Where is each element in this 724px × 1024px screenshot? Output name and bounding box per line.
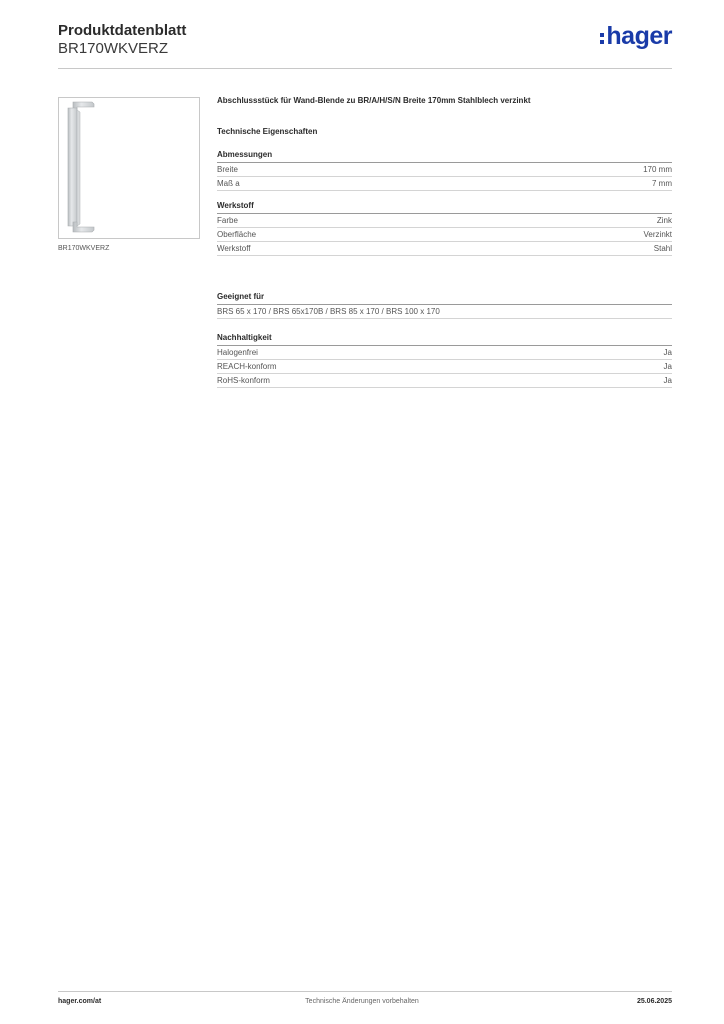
group-suitable-for (217, 292, 672, 319)
group-title: Nachhaltigkeit (217, 333, 672, 346)
group-dimensions (217, 150, 672, 191)
group-sustainability (217, 333, 672, 388)
row-label: Werkstoff (217, 244, 251, 253)
row-value: Stahl (653, 244, 672, 253)
row-label: REACH-konform (217, 362, 277, 371)
table-row (217, 374, 672, 388)
header-divider (58, 68, 672, 69)
image-caption: BR170WKVERZ (58, 245, 110, 252)
group-title: Abmessungen (217, 150, 672, 163)
row-label: BRS 65 x 170 / BRS 65x170B / BRS 85 x 170 / BRS 100 x 170 (217, 307, 440, 316)
row-label: Farbe (217, 216, 238, 225)
row-value: Zink (656, 216, 672, 225)
group-material (217, 201, 672, 256)
table-row (217, 242, 672, 256)
row-value: Ja (663, 362, 672, 371)
row-value: Ja (663, 376, 672, 385)
row-label: Oberfläche (217, 230, 257, 239)
logo-colon-icon (600, 33, 604, 44)
hager-logo[interactable] (600, 24, 672, 49)
product-description: Abschlussstück für Wand-Blende zu BR/A/H/S/N Breite 170mm Stahlblech verzinkt (217, 96, 531, 105)
row-value: Ja (663, 348, 672, 357)
footer-divider (58, 991, 672, 992)
footer-website-link[interactable]: hager.com/at (58, 998, 102, 1005)
product-details (217, 96, 672, 398)
group-title: Geeignet für (217, 292, 672, 305)
footer-date: 25.06.2025 (636, 998, 672, 1005)
table-row (217, 228, 672, 242)
row-label: Breite (217, 165, 238, 174)
product-image (58, 97, 200, 239)
table-row (217, 163, 672, 177)
footer-note: Technische Änderungen vorbehalten (305, 998, 419, 1005)
row-value: 7 mm (652, 179, 672, 188)
table-row (217, 360, 672, 374)
row-label: RoHS-konform (217, 376, 270, 385)
logo-text: hager (606, 22, 672, 50)
end-piece-icon (59, 98, 199, 238)
row-value: 170 mm (643, 165, 672, 174)
row-value: Verzinkt (643, 230, 672, 239)
page-title: Produktdatenblatt (58, 22, 187, 39)
product-code: BR170WKVERZ (58, 40, 169, 57)
table-row (217, 346, 672, 360)
technical-properties-heading: Technische Eigenschaften (217, 127, 318, 136)
row-label: Maß a (217, 179, 240, 188)
table-row (217, 305, 672, 319)
row-label: Halogenfrei (217, 348, 258, 357)
table-row (217, 214, 672, 228)
table-row (217, 177, 672, 191)
group-title: Werkstoff (217, 201, 672, 214)
